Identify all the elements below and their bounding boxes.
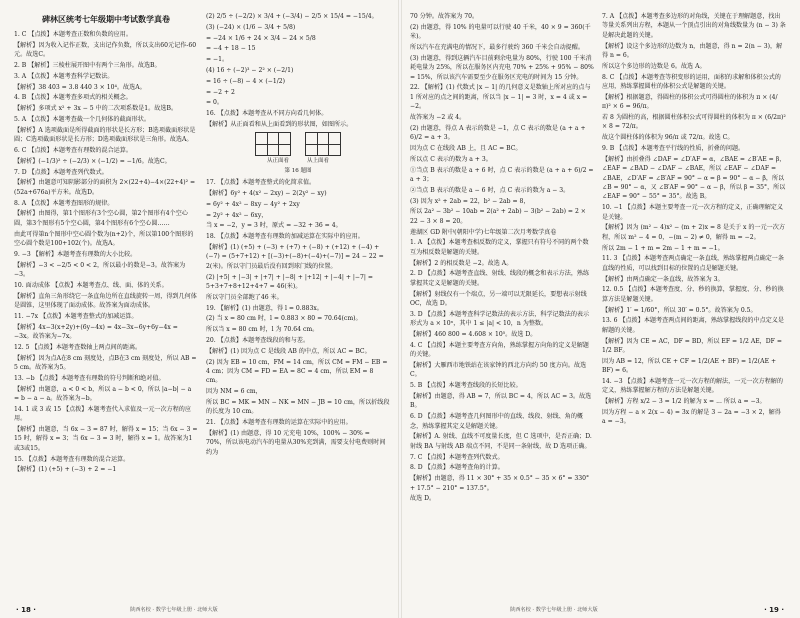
- answer-line: 【解析】460 800 = 4.608 × 10⁵。故选 D。: [410, 331, 537, 339]
- exam-title: 碑林区统考七年级期中考试数学真卷: [42, 15, 170, 24]
- answer-line: 【解析】因为 CE = AC，DF = BD，所以 EF = 1/2 AE，DF = 1/2 BF。: [602, 337, 782, 355]
- answer-line: 12. 0.5 【点拨】本题考查度、分、秒的换算，掌握度、分、秒的换算方法是解题关键。: [602, 286, 784, 303]
- footer-left: 陕西名校 · 数学七年级上册 · 北师大版: [130, 607, 218, 613]
- answer-line: 所以 BC = MK = MN − NK = MN − JB = 10 cm，所以折线段的长度为 10 cm。: [206, 398, 390, 416]
- answer-line: 因为 NM = 6 cm，: [206, 388, 262, 396]
- answer-line: 【解析】多项式 x² + 3x − 5 中的二次项系数是1。故选B。: [14, 105, 178, 113]
- answer-line: 【解析】(1) 因为点 C 是线段 AB 的中点，所以 AC = BC。: [206, 347, 371, 355]
- answer-lines: [14, 30, 198, 475]
- book-gutter: [398, 0, 402, 618]
- answer-line: 3. A 【点拨】本题考查科学记数法。: [14, 72, 114, 80]
- answer-lines: [410, 12, 594, 504]
- answer-line: 所以点 C 表示的数为 a + 3。: [410, 155, 492, 163]
- answer-line: 7. D 【点拨】本题考查列代数式。: [14, 168, 108, 176]
- answer-line: 13. −b 【点拨】本题考查有理数的符号判断和绝对值。: [14, 374, 165, 382]
- answer-line: 故答案为 −2 或 4。: [410, 114, 466, 122]
- answer-line: 若 8 为圆柱的高，根据圆柱体积公式可得圆柱的体积为 π × (6/2π)² × 8 = 72/π。: [602, 114, 786, 131]
- answer-line: 所以这个多边形的边数是 6。故选 A。: [602, 62, 706, 70]
- answer-line: 11. −7x 【点拨】本题考查整式的加减运算。: [14, 312, 138, 320]
- answer-line: 19. 【解析】(1) 由题意，得 l = 0.883x。: [206, 304, 323, 312]
- answer-lines: [602, 12, 786, 427]
- answer-line: = −4 + 18 − 15: [206, 45, 256, 53]
- answer-line: 【解析】(1) (+5) + (−3) + (+7) + (−8) + (+12) + (−4) + (−7) = (5+7+12) + [(−3)+(−8)+(−4)+(−7)] = 24 − 22 = 2(米)。所以守门员最后没有回到球门线的位置。: [206, 243, 384, 270]
- answer-line: 【解析】由折叠得 ∠DAF = ∠D′AF = α，∠BAE = ∠B′AE = β，∠EAF = ∠BAD − ∠DAF − ∠BAE，所以 ∠EAF − ∠DAF = ∠BAE，∠D′AF = ∠B′AF = 90° − α = β = 90° − α − β，所以 ∠B = 90° − α，又 ∠B′AF = 90° − α − β，所以 β = 35°，所以 ∠EAF = 90° − 55° = 35°。故选 B。: [602, 155, 786, 201]
- answer-line: ①当点 B 表示的数是 a + 6 时，点 C 表示的数是 (a + a + 6)/2 = a + 3；: [410, 166, 594, 184]
- answer-line: 【解析】(1) (+5) + (−3) + 2 = −1: [14, 466, 117, 474]
- answer-line: = −1。: [206, 56, 229, 64]
- answer-line: 5. B 【点拨】本题考查线段的长短比较。: [410, 382, 522, 390]
- answer-line: 当 x = −2，y = 3 时，原式 = −32 + 36 = 4。: [206, 222, 342, 230]
- answer-line: 【解析】因为 (m² − 4)x² − (m + 2)x = 8 是关于 x 的一元一次方程，所以 m² − 4 = 0，−(m − 2) ≠ 0，解得 m = −2。: [602, 224, 785, 241]
- answer-line: 1. C 【点拨】本题考查正数和负数的应用。: [14, 31, 132, 38]
- answer-line: 所以 2m − 1 + m = 2m − 1 + m = −1。: [602, 244, 724, 252]
- answer-line: 所以 2a² − 3b² − 10ab = 2(a² + 2ab) − 3(b² − 2ab) = 2 × 22 − 3 × 8 = 20。: [410, 208, 586, 225]
- answer-line: (2) 由题意，得点 A 表示的数是 −1，点 C 表示的数是 (a + a + 6)/2 = a + 3。: [410, 124, 586, 142]
- answer-line: (2) 当 x = 80 cm 时，l = 0.883 × 80 = 70.64(cm)。: [206, 315, 362, 323]
- left-column-1: [14, 12, 198, 600]
- answer-line: 【解析】从正面看和从上面看到的形状图，如图所示。: [206, 120, 353, 128]
- answer-line: 4. C 【点拨】本题主要考查方向角，熟练掌握方向角的定义是解题的关键。: [410, 341, 589, 359]
- answer-line: = −2 + 2: [206, 88, 235, 96]
- answer-line: 由此可得第n个图形中空心圆个数为(n+2)个，所以第100个图形的空心圆个数是100+102(个)。故选A。: [14, 230, 194, 247]
- answer-line: 【解析】因为点A在8 cm 刻度处，点B在3 cm 刻度处，所以 AB = 5 cm。故答案为5。: [14, 354, 197, 371]
- answer-line: 6. D 【点拨】本题考查几何图形中的直线、线段、射线、角的概念，熟练掌握其定义是解题关键。: [410, 413, 584, 430]
- answer-line: 【解析】由题意，当 6x − 3 = 87 时，解得 x = 15；当 6x − 3 = 15 时，解得 x = 3；当 6x − 3 = 3 时，解得 x = 1。故答案为1或3或15。: [14, 425, 198, 452]
- answer-lines-a: [206, 12, 390, 129]
- answer-line: = 6y² + 4x² − 8xy − 4y² + 2xy: [206, 200, 300, 208]
- answer-line: (3) 由题意，得到这辆汽车目前剩余电量为 80%，行驶 100 千米消耗电量为 25%，所以在服务区内充电 70% + 25% + 95% − 80% = 15%，所以该汽车需要至少在服务区充电的时间为 15 分钟。: [410, 54, 594, 81]
- answer-line: 所以守门员全部跑了46 米。: [206, 293, 283, 301]
- answer-line: (3) (−24) × (1/6 − 3/4 + 5/8): [206, 23, 296, 31]
- answer-line: 【解析】由题意可知阴影部分的面积为 2×(22+4)−4×(22+4)² = (52a+676a)平方米。故选D。: [14, 179, 196, 196]
- answer-line: 8. C 【点拨】本题考查等积变形的运用，面积的求解和体积公式的应用，熟练掌握圆柱的体积公式是解题的关键。: [602, 73, 781, 91]
- right-column-2: [602, 12, 786, 600]
- answer-line: 【解析】A 选项截面是所得截面的形状是长方形；B选项截面形状是圆；C选项截面形状是长方形；D选项截面形状是三角形。故选A。: [14, 126, 196, 144]
- answer-line: 故选 D。: [410, 495, 436, 503]
- answer-line: 1. A 【点拨】本题考查相反数的定义，掌握只有符号不同的两个数互为相反数是解题的关键。: [410, 239, 589, 256]
- answer-lines-b: [206, 178, 390, 457]
- answer-line: 70 分钟。故答案为 70。: [410, 13, 479, 20]
- front-view-label: 从正面看: [266, 158, 289, 165]
- answer-line: 15. 【点拨】本题考查有理数的混合运算。: [14, 455, 130, 463]
- footer-right: 陕西名校 · 数学七年级上册 · 北师大版: [510, 607, 598, 613]
- answer-line: (4) 16 ÷ (−2)³ − 2² × (−2/1): [206, 66, 294, 74]
- answer-line: 【解析】射线仅有一个端点，另一端可以无限延长，要想表示射线 OC，故选 D。: [410, 290, 587, 308]
- answer-line: 6. C 【点拨】本题考查有理数的混合运算。: [14, 146, 132, 154]
- answer-line: 18. 【点拨】本题考查有理数的加减运算在实际中的应用。: [206, 233, 364, 241]
- answer-line: 【解析】38 403 = 3.8 440 3 × 10⁴。故选A。: [14, 83, 146, 91]
- page-number-left: · 18 ·: [16, 606, 36, 614]
- answer-line: 【解析】因为收入记作正数，支出记作负数，所以支出60元记作-60元。故选C。: [14, 41, 197, 59]
- answer-line: 12. 5 【点拨】本题考查数轴上两点间的距离。: [14, 343, 142, 351]
- answer-line: 【解析】由图得，第1个图形有3个空心圆，第2个图形有4个空心圆，第3个图形有5个空心圆，第4个图形有6个空心圆……: [14, 210, 188, 227]
- answer-line: 17. 【点拨】本题考查整式的化简求值。: [206, 179, 316, 187]
- left-column-2: [206, 12, 390, 600]
- answer-line: ②当点 B 表示的数是 a − 6 时，点 C 表示的数为 a − 3。: [410, 186, 570, 194]
- answer-line: 【解析】大雁西市地铁站在该家钟的西北方向约 50 度方向。故选 C。: [410, 362, 587, 379]
- answer-line: 故这个圆柱体的体积为 96/π 或 72/π。故选 C。: [602, 134, 734, 142]
- answer-line: 所以汽车在充满电的情况下，最多行驶约 360 千米会自动提醒。: [410, 44, 584, 51]
- answer-line: 【解析】设这个多边形的边数为 n，由题意，得 n = 2(n − 3)，解得 n = 6。: [602, 42, 783, 60]
- answer-line: 【解析】由题意，得 11 × 30° + 35 × 0.5° − 35 × 6° = 330° + 17.5° − 210° = 137.5°。: [410, 475, 590, 492]
- answer-line: = −24 × 1/6 + 24 × 3/4 − 24 × 5/8: [206, 34, 316, 42]
- answer-line: (2) 2/5 ÷ (−2/2) × 3/4 + (−3/4) − 2/5 × 15/4 = −15/4。: [206, 13, 378, 20]
- answer-line: 【解析】(1) 由题意，得 10 元充电 10%，100% − 30% = 70%，所以该电动汽车的电量从30%充到满，需要支付电费则时间约为: [206, 429, 386, 456]
- answer-line: (2) |+5| + |−3| + |+7| + |−8| + |+12| + |−4| + |−7| = 5+3+7+8+12+4+7 = 46(米)。: [206, 273, 373, 290]
- answer-line: 7. C 【点拨】本题考查列代数式。: [410, 453, 504, 461]
- answer-line: (3) 因为 x² + 2ab = 22，b² − 2ab = 8，: [410, 197, 530, 205]
- answer-line: 【解析】1′ = 1/60°，所以 30′ = 0.5°。故答案为 0.5。: [602, 306, 757, 314]
- figure-16: [206, 132, 390, 176]
- answer-line: 4. B 【点拨】本题考查多项式的相关概念。: [14, 94, 132, 102]
- answer-line: 【解析】(−1/3)² ÷ (−2/3) × (−1/2) = −1/6。故选C。: [14, 157, 171, 165]
- answer-line: 14. −3 【点拨】本题考查一元一次方程的解法，一元一次方程解的定义，熟练掌握解方程的方法是解题关键。: [602, 378, 783, 395]
- answer-line: 21. 【点拨】本题考查有理数的运算在实际中的应用。: [206, 419, 352, 427]
- answer-line: 9. B 【点拨】本题考查平行线的性质，折叠的问题。: [602, 145, 745, 153]
- answer-line: 【解析】根据题意，得圆柱的体积公式可得圆柱的体积为 π × (4/π)² × 6 = 96/π。: [602, 93, 778, 111]
- answer-line: 【解析】4x−3(x+2y)+(6y−4x) = 4x−3x−6y+6y−4x = −3x。故答案为−7x。: [14, 323, 178, 340]
- answer-line: 14. 1 或 3 或 15 【点拨】本题考查代入求值及一元一次方程的应用。: [14, 405, 191, 423]
- answer-line: 2. D 【点拨】本题考查直线、射线、线段的概念和表示方法，熟练掌握其定义是解题的关键。: [410, 270, 590, 287]
- answer-line: 因为方程 − a × 2(x − 4) = 3x 的解是 3 − 2a = −3 × 2，解得 a = −3。: [602, 409, 781, 426]
- answer-line: 【解析】由两点确定一条直线，故答案为 3。: [602, 275, 724, 283]
- answer-line: 8. D 【点拨】本题考查角的计算。: [410, 464, 504, 472]
- answer-line: = 16 ÷ (−8) − 4 × (−1/2): [206, 77, 286, 85]
- answer-line: (2) 由题意，得 10% 的电量可以行驶 40 千米，40 × 9 = 360(千米)。: [410, 23, 591, 41]
- answer-line: 22. 【解析】(1) 代数式 |x − 1| 的几何意义是数轴上所对应的点与1 所对应的点之间的距离，所以当 |x − 1| = 3 时，x = 4 或 x = −2。: [410, 84, 591, 111]
- right-column-1: [410, 12, 594, 600]
- figure-caption: 第 16 题图: [284, 167, 312, 174]
- answer-line: 所以当 x = 80 cm 时，l 为 70.64 cm。: [206, 326, 319, 334]
- answer-line: 9. −3 【解析】本题考查有理数的大小比较。: [14, 250, 137, 258]
- answer-line: 3. D 【点拨】本题考查科学记数法的表示方法，科学记数法的表示形式为 a × 10ⁿ，其中 1 ≤ |a| < 10，n 为整数。: [410, 310, 590, 328]
- answer-line: 8. A 【点拨】本题考查图形的规律。: [14, 199, 114, 207]
- answer-line: 【解析】6y² + 4(x² − 2xy) − 2(2y² − xy): [206, 189, 327, 197]
- answer-line: 【解析】A. 射线、直线不可度量长度，但 C 选项中，是否正确；D. 射线 BA 与射线 AB 端点不同，不是同一条射线，故 D 选项正确。: [410, 433, 592, 450]
- answer-line: 10. 面动成体 【点拨】本题考查点、线、面、体的关系。: [14, 281, 168, 289]
- answer-line: 【解析】由题意，得 AB = 7，所以 BC = 4，所以 AC = 3。故选 B。: [410, 393, 592, 410]
- answer-line: 【解析】直角三角形绕它一条直角边所在直线旋转一周，得到几何体是圆锥，这里体现了面动成体。故答案为面动成体。: [14, 292, 197, 309]
- answer-line: 莲湖区 GD 附中(朝阳中学)七年级第二次月考数学真卷: [410, 228, 557, 236]
- answer-line: 11. 3 【点拨】本题考查两点确定一条直线，熟练掌握两点确定一条直线的性质，可以找到目标的位置的点是解题关键。: [602, 255, 784, 272]
- answer-line: = 0。: [206, 99, 224, 107]
- answer-line: (2) 因为 EB = 10 cm，FM = 14 cm，所以 CM = FM − EB = 4 cm；因为 CM = FD = EA = 8C = 4 cm，所以 EM = 8 cm。: [206, 358, 388, 385]
- answer-line: 16. 【点拨】本题考查从不同方向看几何体。: [206, 110, 328, 118]
- top-view-figure: [305, 132, 341, 156]
- answer-line: 【解析】−3 < −2/5 < 0 < 2，所以最小的数是−3。故答案为−3。: [14, 261, 186, 278]
- answer-line: 因为 AB = 12，所以 CE + CF = 1/2(AE + BF) = 1/2(AE + BF) = 6。: [602, 357, 777, 375]
- front-view-figure: [255, 132, 291, 156]
- answer-line: 13. 6 【点拨】本题考查两点间的距离，熟练掌握线段的中点定义是解题的关键。: [602, 317, 784, 334]
- answer-line: 20. 【点拨】本题考查线段的和与差。: [206, 336, 310, 344]
- answer-line: = 2y² + 4x² − 6xy，: [206, 211, 268, 219]
- right-page: [400, 0, 800, 618]
- answer-line: 【解析】2 的相反数是 −2。故选 A。: [410, 259, 513, 267]
- answer-line: 因为点 C 在线段 AB 上，且 AC = BC。: [410, 145, 522, 153]
- answer-line: 5. A 【点拨】本题考查截一个几何体的截面形状。: [14, 115, 150, 123]
- answer-line: 10. −1 【点拨】本题主要考查一元一次方程的定义，正确理解定义是关键。: [602, 204, 783, 221]
- answer-line: 【解析】方程 x/2 − 3 = 1/2 的解为 x = ... 所以 a = −3。: [602, 398, 766, 406]
- answer-line: 【解析】由题意，a < 0 < b，所以 a − b < 0，所以 |a−b| − a = b − a − a。故答案为−b。: [14, 385, 192, 402]
- page-number-right: · 19 ·: [764, 606, 784, 614]
- top-view-label: 从上面看: [307, 158, 330, 165]
- answer-line: 2. B 【解析】三棱柱展开图中有两个三角形。故选B。: [14, 62, 161, 69]
- answer-line: 7. A 【点拨】本题考查多边形的对角线，关键在于理解题意，找出等量关系列出方程，本题从一个顶点引出的对角线数量为 (n − 3) 条是解决此题的关键。: [602, 13, 786, 39]
